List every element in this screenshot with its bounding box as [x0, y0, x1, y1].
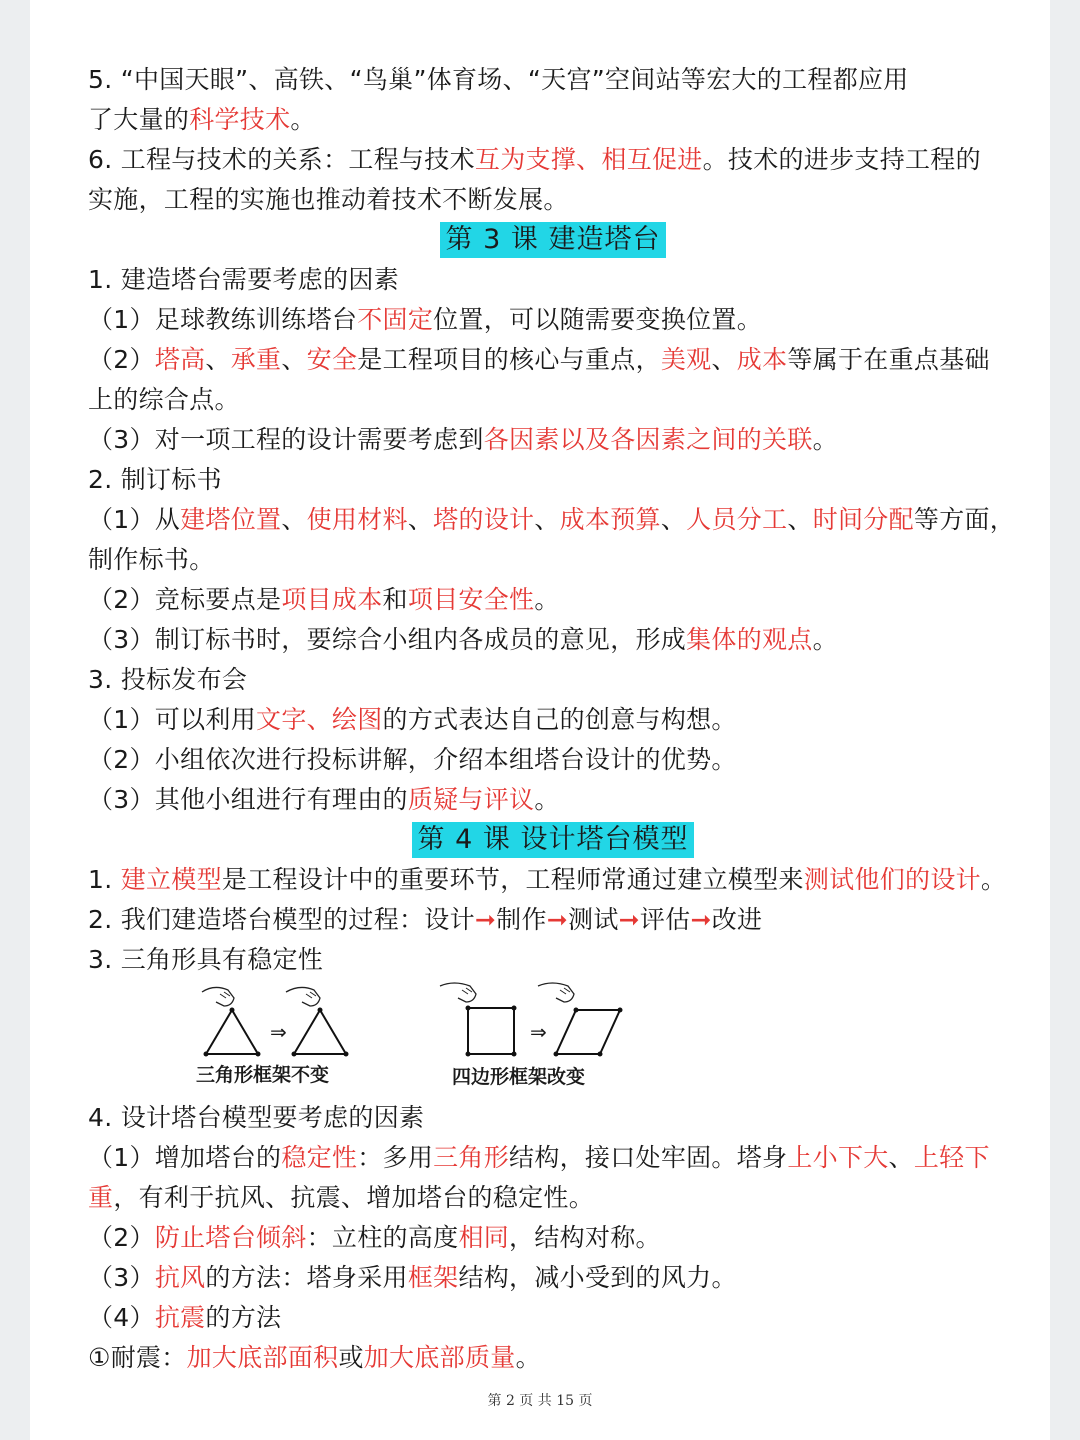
key-term: 项目安全性: [407, 585, 535, 614]
paragraph-line: [88, 660, 1018, 700]
key-term: 测试他们的设计: [803, 865, 981, 894]
text-span: ，有利于抗风、抗震、增加塔台的稳定性。: [113, 1183, 595, 1212]
right-arrow-icon: ➞: [546, 905, 569, 934]
square-caption: 四边形框架改变: [452, 1066, 586, 1088]
text-span: （2）: [88, 345, 155, 374]
key-term: 人员分工: [686, 505, 788, 534]
text-span: （3）制订标书时，要综合小组内各成员的意见，形成: [88, 625, 687, 654]
text-span: 、: [711, 345, 737, 374]
section-heading: 3. 投标发布会: [88, 665, 248, 694]
key-term: 各因素以及各因素之间的关联: [483, 425, 813, 454]
key-term: 成本: [736, 345, 788, 374]
text-span: 、: [787, 505, 813, 534]
key-term: 质疑与评议: [407, 785, 535, 814]
key-term: 科学技术: [189, 105, 291, 134]
paragraph-line: [88, 260, 1018, 300]
text-span: 等属于在重点基础: [787, 345, 990, 374]
text-span: 等方面，: [913, 505, 1016, 534]
paragraph-line: [88, 1218, 1018, 1258]
paragraph-line: [88, 580, 1018, 620]
key-term: 重: [88, 1183, 114, 1212]
paragraph-line: [88, 460, 1018, 500]
text-span: ①耐震：: [88, 1343, 187, 1372]
key-term: 上轻下: [913, 1143, 990, 1172]
text-span: 结构，接口处牢固。塔身: [509, 1143, 788, 1172]
key-term: 时间分配: [812, 505, 914, 534]
text-span: 、: [407, 505, 434, 534]
paragraph-line: [88, 180, 1018, 220]
text-span: 、: [281, 345, 307, 374]
text-span: 的方式表达自己的创意与构想。: [382, 705, 737, 734]
text-span: 是工程项目的核心与重点，: [357, 345, 661, 374]
text-span: （4）: [88, 1303, 155, 1332]
section-heading: 4. 设计塔台模型要考虑的因素: [88, 1103, 425, 1132]
text-span: 。: [534, 785, 560, 814]
key-term: 美观: [660, 345, 712, 374]
key-term: 加大底部质量: [363, 1343, 516, 1372]
paragraph-line: [88, 780, 1018, 820]
key-term: 加大底部面积: [186, 1343, 339, 1372]
text-span: 。: [534, 585, 560, 614]
text-span: （1）足球教练训练塔台: [88, 305, 358, 334]
lesson-3-heading-row: [88, 220, 1018, 260]
text-span: 。技术的进步支持工程的: [702, 145, 981, 174]
paragraph-line: [88, 1338, 1018, 1378]
text-span: 制作标书。: [88, 545, 215, 574]
section-heading: 3. 三角形具有稳定性: [88, 945, 324, 974]
page-number-footer: 第 2 页 共 15 页: [487, 1393, 593, 1409]
section-heading: 1. 建造塔台需要考虑的因素: [88, 265, 400, 294]
paragraph-line: [88, 100, 1018, 140]
key-term: 承重: [230, 345, 282, 374]
text-span: 。: [812, 625, 838, 654]
paragraph-line: [88, 1258, 1018, 1298]
key-term: 不固定: [357, 305, 434, 334]
text-span: 位置，可以随需要变换位置。: [433, 305, 763, 334]
lesson-4-heading-row: [88, 820, 1018, 860]
text-span: （2）: [88, 1223, 155, 1252]
text-span: （1）从: [88, 505, 181, 534]
text-span: （1）增加塔台的: [88, 1143, 282, 1172]
document-page: [30, 0, 1050, 1440]
key-term: 集体的观点: [686, 625, 813, 654]
key-term: 塔高: [154, 345, 206, 374]
text-span: 1.: [88, 865, 121, 894]
key-term: 互为支撑、相互促进: [474, 145, 703, 174]
text-span: 2. 我们建造塔台模型的过程：设计: [88, 905, 475, 934]
key-term: 塔的设计: [433, 505, 535, 534]
text-span: 。: [980, 865, 1007, 894]
text-span: 、: [205, 345, 231, 374]
text-span: 了大量的: [88, 105, 190, 134]
key-term: 项目成本: [281, 585, 383, 614]
stability-figure: [88, 980, 1018, 1098]
paragraph-line: [88, 700, 1018, 740]
text-span: （2）小组依次进行投标讲解，介绍本组塔台设计的优势。: [88, 745, 737, 774]
text-span: （3）对一项工程的设计需要考虑到: [88, 425, 484, 454]
right-arrow-icon: ➞: [690, 905, 712, 934]
text-span: 或: [338, 1343, 364, 1372]
key-term: 使用材料: [306, 505, 408, 534]
text-span: 5. “中国天眼”、高铁、“鸟巢”体育场、“天宫”空间站等宏大的工程都应用: [88, 65, 909, 94]
key-term: 抗震: [154, 1303, 206, 1332]
text-span: 、: [888, 1143, 914, 1172]
text-span: 。: [515, 1343, 541, 1372]
text-span: 、: [660, 505, 687, 534]
triangle-caption: 三角形框架不变: [196, 1064, 330, 1086]
text-span: 。: [290, 105, 316, 134]
paragraph-line: [88, 380, 1018, 420]
key-term: 防止塔台倾斜: [154, 1223, 307, 1252]
text-span: 评估: [639, 905, 691, 934]
text-span: （3）其他小组进行有理由的: [88, 785, 408, 814]
text-span: 的方法：塔身采用: [205, 1263, 408, 1292]
right-arrow-icon: ➞: [618, 905, 640, 934]
key-term: 建塔位置: [180, 505, 282, 534]
paragraph-line: [88, 340, 1018, 380]
page-content: [88, 60, 1018, 1378]
paragraph-line: [88, 940, 1018, 980]
text-span: （3）: [88, 1263, 155, 1292]
key-term: 抗风: [154, 1263, 206, 1292]
text-span: ：立柱的高度: [306, 1223, 459, 1252]
key-term: 成本预算: [559, 505, 661, 534]
paragraph-line: [88, 140, 1018, 180]
paragraph-line: [88, 300, 1018, 340]
text-span: 。: [812, 425, 838, 454]
text-span: ，结构对称。: [509, 1223, 661, 1252]
text-span: （2）竞标要点是: [88, 585, 282, 614]
implies-icon: ⇒: [530, 1020, 547, 1044]
text-span: ：多用: [357, 1143, 434, 1172]
lesson-3-title: 第 3 课 建造塔台: [440, 222, 667, 258]
paragraph-line: [88, 1298, 1018, 1338]
text-span: 和: [382, 585, 408, 614]
key-term: 三角形: [433, 1143, 510, 1172]
key-term: 相同: [458, 1223, 510, 1252]
text-span: 改进: [711, 905, 763, 934]
lesson-4-title: 第 4 课 设计塔台模型: [412, 822, 695, 858]
paragraph-line: [88, 500, 1018, 540]
text-span: 、: [534, 505, 560, 534]
key-term: 上小下大: [787, 1143, 889, 1172]
paragraph-line: [88, 1098, 1018, 1138]
key-term: 建立模型: [120, 865, 222, 894]
paragraph-line: [88, 420, 1018, 460]
text-span: 、: [281, 505, 307, 534]
key-term: 安全: [306, 345, 358, 374]
paragraph-line: [88, 620, 1018, 660]
text-span: 是工程设计中的重要环节，工程师常通过建立模型来: [221, 865, 804, 894]
paragraph-line: [88, 540, 1018, 580]
right-arrow-icon: ➞: [474, 905, 497, 934]
paragraph-line: [88, 860, 1018, 900]
section-heading: 2. 制订标书: [88, 465, 222, 494]
paragraph-line: [88, 1178, 1018, 1218]
text-span: 的方法: [205, 1303, 282, 1332]
text-span: 结构，减小受到的风力。: [458, 1263, 737, 1292]
paragraph-line: [88, 1138, 1018, 1178]
key-term: 框架: [407, 1263, 459, 1292]
paragraph-line: [88, 740, 1018, 780]
text-span: 测试: [568, 905, 619, 934]
paragraph-line: [88, 60, 1018, 100]
text-span: 上的综合点。: [88, 385, 240, 414]
key-term: 稳定性: [281, 1143, 358, 1172]
text-span: 6. 工程与技术的关系：工程与技术: [88, 145, 475, 174]
key-term: 文字、绘图: [256, 705, 383, 734]
implies-icon: ⇒: [270, 1020, 287, 1044]
text-span: 制作: [496, 905, 547, 934]
text-span: （1）可以利用: [88, 705, 257, 734]
process-line: [88, 900, 1018, 940]
text-span: 实施，工程的实施也推动着技术不断发展。: [88, 185, 569, 214]
